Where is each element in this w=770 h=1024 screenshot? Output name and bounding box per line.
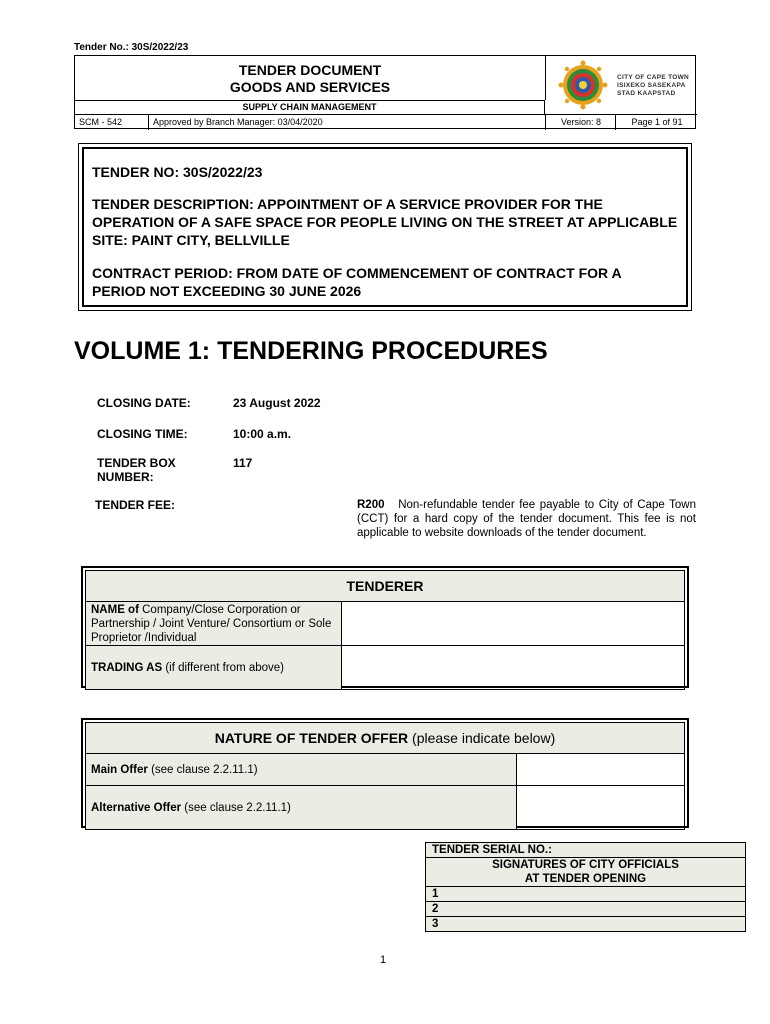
signature-row[interactable]: 2 — [426, 902, 746, 917]
closing-time: 10:00 a.m. — [233, 427, 292, 441]
tender-box-label-line1: TENDER BOX — [97, 456, 176, 470]
signatures-heading-line1: SIGNATURES OF CITY OFFICIALS — [492, 859, 679, 871]
tender-box-label-line2: NUMBER: — [97, 470, 154, 484]
closing-date-label: CLOSING DATE: — [97, 396, 191, 410]
trading-as-label — [86, 646, 342, 690]
header-title-line2: GOODS AND SERVICES — [229, 79, 391, 95]
version: Version: 8 — [545, 115, 616, 130]
alternative-offer-label — [86, 786, 517, 830]
contract-period: CONTRACT PERIOD: FROM DATE OF COMMENCEMENT OF CONTRACT FOR A PERIOD NOT EXCEEDING 30 JUNE 2026 — [92, 265, 622, 299]
closing-time-label: CLOSING TIME: — [97, 427, 188, 441]
signatures-heading-line2: AT TENDER OPENING — [524, 873, 647, 885]
scm-code: SCM - 542 — [79, 117, 123, 127]
logo-line3: STAD KAAPSTAD — [617, 90, 676, 97]
city-emblem-icon — [553, 56, 613, 114]
alternative-offer-label-bold: Alternative Offer — [91, 801, 182, 814]
tenderer-name-label-rest: Company/Close Corporation or Partnership / Joint Venture/ Consortium or Sole Proprietor /Individual — [91, 603, 332, 644]
tender-description-inner — [82, 147, 688, 307]
tenderer-name-field[interactable] — [342, 602, 685, 646]
alternative-offer-label-rest: (see clause 2.2.11.1) — [181, 801, 291, 814]
approved-by: Approved by Branch Manager: 03/04/2020 — [148, 115, 323, 130]
tender-box-label — [97, 456, 176, 484]
tenderer-name-label-bold: NAME of — [91, 603, 139, 616]
trading-as-field[interactable] — [342, 646, 685, 690]
trading-as-label-bold: TRADING AS — [91, 661, 163, 674]
signature-row[interactable]: 1 — [426, 887, 746, 902]
main-offer-label-rest: (see clause 2.2.11.1) — [147, 763, 258, 776]
tenderer-name-label — [86, 602, 342, 646]
tenderer-heading: TENDERER — [86, 571, 685, 602]
logo-line1: CITY OF CAPE TOWN — [617, 74, 690, 81]
tender-offer-grid — [85, 722, 685, 830]
signatures-heading — [426, 858, 746, 887]
tender-description: TENDER DESCRIPTION: APPOINTMENT OF A SERVICE PROVIDER FOR THE OPERATION OF A SAFE SPACE FOR PEOPLE LIVING ON THE STREET AT APPLICABLE SITE: PAINT CITY, BELLVILLE — [92, 196, 678, 248]
main-offer-label — [86, 754, 517, 786]
trading-as-label-rest: (if different from above) — [162, 661, 285, 674]
tender-no: TENDER NO: 30S/2022/23 — [92, 164, 263, 180]
main-offer-field[interactable] — [517, 754, 685, 786]
volume-title: VOLUME 1: TENDERING PROCEDURES — [74, 337, 548, 365]
offer-heading-bold: NATURE OF TENDER OFFER — [214, 730, 409, 746]
page-number: 1 — [380, 954, 387, 966]
tenderer-table-grid — [85, 570, 685, 690]
city-logo — [545, 56, 697, 114]
offer-heading-rest: (please indicate below) — [408, 730, 556, 746]
header-scm-management: SUPPLY CHAIN MANAGEMENT — [75, 100, 545, 114]
tender-box-number: 117 — [233, 456, 253, 470]
header-title-line1: TENDER DOCUMENT — [238, 62, 382, 78]
tender-serial-table — [425, 842, 746, 932]
alternative-offer-field[interactable] — [517, 786, 685, 830]
logo-text — [617, 74, 689, 98]
document-header — [74, 55, 696, 129]
header-title-cell — [75, 56, 546, 100]
tenderer-table — [81, 566, 689, 688]
tender-no-top: Tender No.: 30S/2022/23 — [74, 42, 189, 53]
tender-description-box — [78, 143, 692, 311]
main-offer-label-bold: Main Offer — [91, 763, 148, 776]
header-meta-row — [75, 114, 697, 130]
tender-fee-label: TENDER FEE: — [95, 498, 176, 512]
closing-date: 23 August 2022 — [233, 396, 321, 410]
tender-fee-text — [357, 498, 696, 540]
offer-heading — [86, 723, 685, 754]
page-count: Page 1 of 91 — [615, 115, 698, 130]
logo-line2: ISIXEKO SASEKAPA — [617, 82, 686, 89]
tender-fee-description: Non-refundable tender fee payable to City of Cape Town (CCT) for a hard copy of the tender document. This fee is not applicable to website downloads of the tender document. — [357, 499, 696, 539]
signature-row[interactable]: 3 — [426, 917, 746, 932]
tender-fee-amount: R200 — [357, 499, 385, 511]
tender-offer-table — [81, 718, 689, 828]
tender-serial-title: TENDER SERIAL NO.: — [426, 843, 746, 858]
